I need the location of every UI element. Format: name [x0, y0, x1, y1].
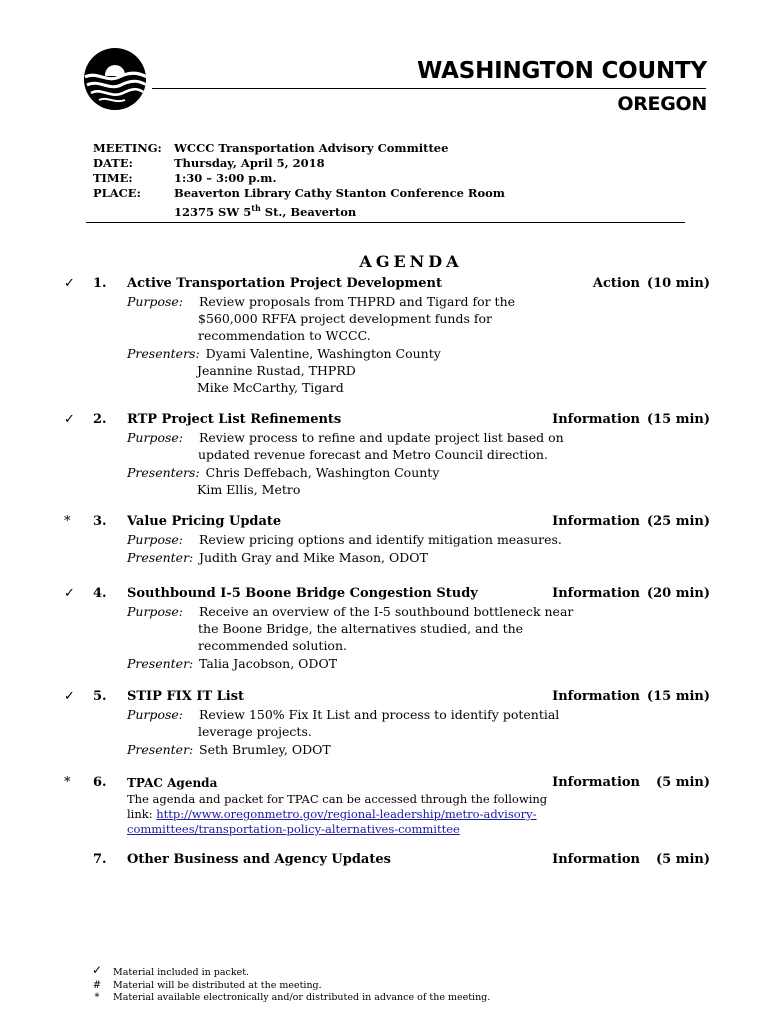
presenter-name: Seth Brumley, ODOT	[199, 742, 331, 757]
footnote-text: Material included in packet.	[113, 967, 250, 978]
time-label: TIME:	[93, 171, 133, 185]
tpac-description: The agenda and packet for TPAC can be accessed through the following	[127, 792, 548, 806]
presenter-label: Presenter:	[127, 656, 194, 671]
presenter-name: Judith Gray and Mike Mason, ODOT	[199, 550, 428, 565]
footnote-text: Material available electronically and/or distributed in advance of the meeting.	[113, 992, 491, 1003]
item-duration: (20 min)	[646, 586, 710, 601]
item-duration: (15 min)	[646, 689, 710, 704]
presenter-line	[127, 345, 441, 362]
presenter-label: Presenters:	[127, 346, 200, 361]
item-status: Information	[552, 586, 640, 601]
asterisk-icon: *	[94, 992, 100, 1003]
presenter-label: Presenters:	[127, 465, 200, 480]
item-status: Information	[552, 412, 640, 427]
county-name: WASHINGTON COUNTY	[416, 58, 707, 84]
item-status: Action	[592, 276, 640, 291]
item-title: STIP FIX IT List	[127, 689, 245, 704]
washington-county-logo	[83, 47, 147, 111]
item-number: 3.	[93, 514, 107, 529]
presenter-line	[127, 464, 439, 481]
purpose-label: Purpose:	[127, 430, 183, 445]
checkmark-icon: ✓	[91, 963, 103, 977]
item-number: 1.	[93, 276, 107, 291]
checkmark-icon: ✓	[64, 586, 75, 601]
agenda-title: AGENDA	[359, 252, 463, 271]
purpose-label: Purpose:	[127, 707, 183, 722]
presenter-name: Kim Ellis, Metro	[197, 482, 301, 497]
place-address	[174, 200, 356, 220]
time-value: 1:30 – 3:00 p.m.	[174, 171, 277, 185]
item-duration: (5 min)	[655, 852, 710, 867]
presenter-label: Presenter:	[127, 550, 194, 565]
presenter-label: Presenter:	[127, 742, 194, 757]
item-status: Information	[552, 852, 640, 867]
purpose-line	[127, 603, 573, 620]
purpose-line	[127, 531, 562, 548]
address-suffix: th	[251, 203, 261, 213]
checkmark-icon: ✓	[64, 276, 75, 291]
item-number: 4.	[93, 586, 107, 601]
checkmark-icon: ✓	[64, 689, 75, 704]
item-title: Southbound I-5 Boone Bridge Congestion Study	[127, 586, 478, 601]
place-label: PLACE:	[93, 186, 141, 200]
asterisk-icon: *	[64, 514, 71, 529]
tpac-link-line	[127, 806, 537, 822]
purpose-line	[127, 706, 559, 723]
item-title: Value Pricing Update	[127, 514, 282, 529]
item-duration: (5 min)	[655, 775, 710, 790]
date-value: Thursday, April 5, 2018	[174, 156, 325, 170]
item-number: 2.	[93, 412, 107, 427]
purpose-text: recommended solution.	[198, 638, 347, 653]
item-title: TPAC Agenda	[127, 776, 218, 790]
address-number: 12375 SW 5	[174, 204, 252, 219]
date-label: DATE:	[93, 156, 133, 170]
item-title: Active Transportation Project Development	[127, 276, 442, 291]
meeting-value: WCCC Transportation Advisory Committee	[174, 141, 449, 155]
link-prefix: link:	[127, 807, 157, 821]
purpose-label: Purpose:	[127, 294, 183, 309]
place-value: Beaverton Library Cathy Stanton Conference Room	[174, 186, 505, 200]
purpose-text: recommendation to WCCC.	[198, 328, 371, 343]
header-rule	[152, 88, 706, 89]
tpac-link[interactable]: http://www.oregonmetro.gov/regional-leadership/metro-advisory-	[156, 807, 537, 821]
presenter-line	[127, 655, 337, 672]
purpose-line	[127, 293, 515, 310]
address-rest: St., Beaverton	[260, 204, 357, 219]
meeting-label: MEETING:	[93, 141, 162, 155]
purpose-text: Review proposals from THPRD and Tigard for the	[199, 294, 516, 309]
purpose-text: $560,000 RFFA project development funds for	[198, 311, 492, 326]
item-number: 6.	[93, 775, 107, 790]
asterisk-icon: *	[64, 775, 71, 790]
presenter-name: Talia Jacobson, ODOT	[199, 656, 338, 671]
presenter-name: Mike McCarthy, Tigard	[197, 380, 344, 395]
purpose-text: the Boone Bridge, the alternatives studied, and the	[198, 621, 524, 636]
checkmark-icon: ✓	[64, 412, 75, 427]
item-number: 5.	[93, 689, 107, 704]
purpose-text: Review process to refine and update project list based on	[199, 430, 564, 445]
hash-icon: #	[92, 980, 102, 991]
item-status: Information	[552, 775, 640, 790]
item-duration: (25 min)	[646, 514, 710, 529]
meeting-info-rule	[86, 222, 685, 223]
purpose-text: leverage projects.	[198, 724, 312, 739]
state-name: OREGON	[617, 93, 707, 115]
item-status: Information	[552, 689, 640, 704]
presenter-line	[127, 549, 428, 566]
purpose-text: Receive an overview of the I-5 southbound bottleneck near	[199, 604, 574, 619]
footnote-text: Material will be distributed at the meeting.	[113, 980, 322, 991]
item-title: Other Business and Agency Updates	[127, 852, 391, 867]
purpose-text: Review 150% Fix It List and process to identify potential	[199, 707, 560, 722]
presenter-name: Chris Deffebach, Washington County	[205, 465, 440, 480]
purpose-line	[127, 429, 564, 446]
item-duration: (15 min)	[646, 412, 710, 427]
item-number: 7.	[93, 852, 107, 867]
purpose-text: Review pricing options and identify mitigation measures.	[199, 532, 562, 547]
item-duration: (10 min)	[646, 276, 710, 291]
purpose-text: updated revenue forecast and Metro Council direction.	[198, 447, 548, 462]
item-status: Information	[552, 514, 640, 529]
item-title: RTP Project List Refinements	[127, 412, 342, 427]
purpose-label: Purpose:	[127, 532, 183, 547]
presenter-name: Dyami Valentine, Washington County	[205, 346, 441, 361]
purpose-label: Purpose:	[127, 604, 183, 619]
presenter-name: Jeannine Rustad, THPRD	[197, 363, 356, 378]
presenter-line	[127, 741, 331, 758]
tpac-link-continued[interactable]: committees/transportation-policy-alternatives-committee	[127, 822, 460, 836]
